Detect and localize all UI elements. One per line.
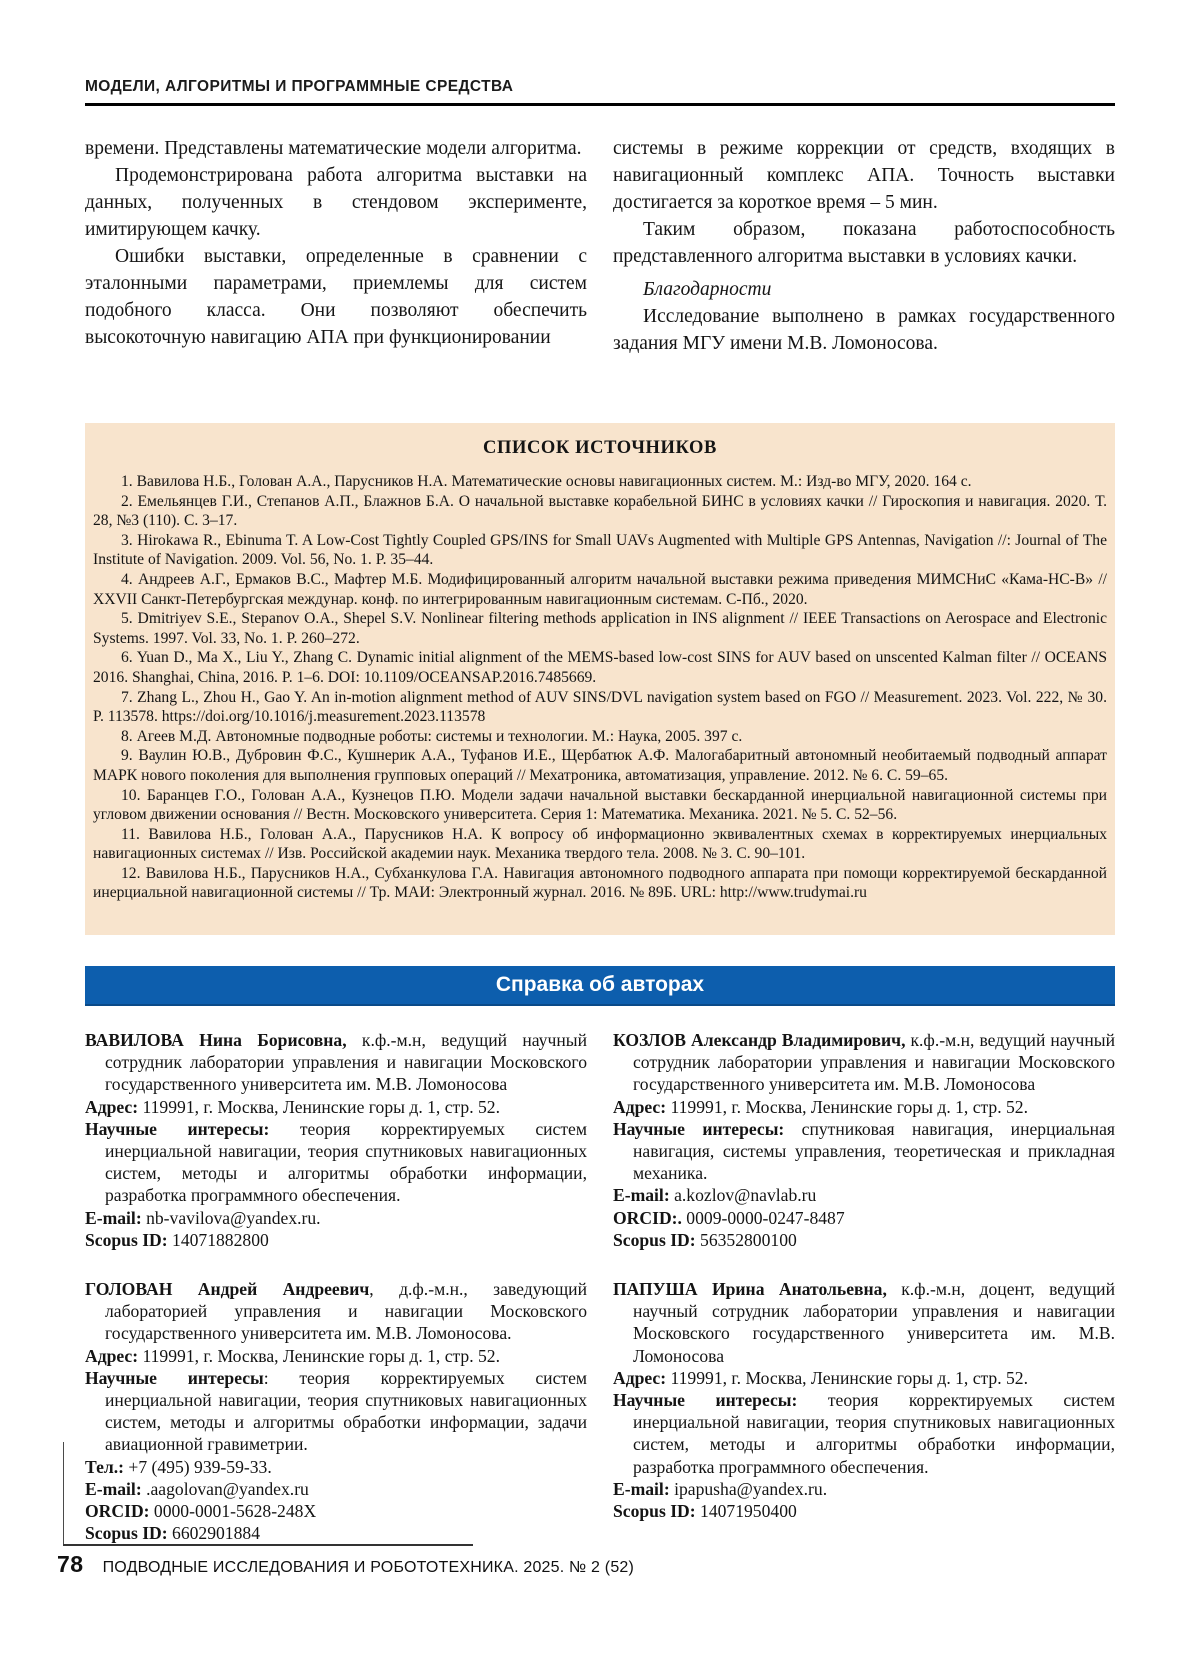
- article-column-right: [613, 135, 1115, 379]
- field-value: теория корректируемых систем инерциальной навигации, теория спутниковых навигационных систем, методы и алгоритмы обработки информации, разработка программного обеспечения.: [105, 1118, 587, 1206]
- reference-item: 7. Zhang L., Zhou H., Gao Y. An in-motion alignment method of AUV SINS/DVL navigation system based on FGO // Measurement. 2023. Vol. 222, № 30. P. 113578. https://doi.org/10.1016/j.measurement.2023.113578: [93, 688, 1107, 726]
- authors-banner-title: Справка об авторах: [495, 973, 705, 996]
- running-head: МОДЕЛИ, АЛГОРИТМЫ И ПРОГРАММНЫЕ СРЕДСТВА: [85, 78, 514, 95]
- author-name: ПАПУША Ирина Анатольевна,: [613, 1279, 887, 1300]
- author-name: ГОЛОВАН Андрей Андреевич: [85, 1279, 370, 1300]
- field-label: Адрес:: [85, 1096, 139, 1117]
- author-field: [85, 1522, 587, 1544]
- journal-name: ПОДВОДНЫЕ ИССЛЕДОВАНИЯ И РОБОТОТЕХНИКА. 2025. № 2 (52): [102, 1559, 635, 1576]
- field-value: 0000-0001-5628-248X: [149, 1501, 317, 1522]
- author-field: [85, 1500, 587, 1522]
- field-value: 119991, г. Москва, Ленинские горы д. 1, стр. 52.: [138, 1096, 501, 1117]
- author-field: [613, 1096, 1115, 1118]
- paragraph: Продемонстрирована работа алгоритма выставки на данных, полученных в стендовом эксперименте, имитирующем качку.: [85, 165, 587, 240]
- author-field: [85, 1345, 587, 1367]
- header-rule: [85, 103, 1115, 106]
- author-field: [613, 1478, 1115, 1500]
- reference-item: 12. Вавилова Н.Б., Парусников Н.А., Субханкулова Г.А. Навигация автономного подводного аппарата при помощи корректируемой бескарданной инерциальной навигационной системы // Тр. МАИ: Электронный журнал. 2016. № 89Б. URL: http://www.trudymai.ru: [93, 864, 1107, 902]
- page-number: 78: [57, 1551, 84, 1577]
- reference-item: 5. Dmitriyev S.E., Stepanov O.A., Shepel S.V. Nonlinear filtering methods application in INS alignment // IEEE Transactions on Aerospace and Electronic Systems. 1997. Vol. 33, No. 1. P. 260–272.: [93, 610, 1107, 647]
- reference-item: 3. Hirokawa R., Ebinuma T. A Low-Cost Tightly Coupled GPS/INS for Small UAVs Augmented with Multiple GPS Antennas, Navigation //: Journal of The Institute of Navigation. 2009. Vol. 56, No. 1. P. 35–44.: [93, 531, 1107, 569]
- end-of-article-rule-vertical: [63, 1442, 64, 1545]
- field-label: Тел.:: [85, 1456, 125, 1477]
- field-value: ipapusha@yandex.ru.: [669, 1478, 828, 1499]
- references-title: СПИСОК ИСТОЧНИКОВ: [483, 438, 717, 458]
- field-label: ORCID:.: [613, 1207, 682, 1228]
- author-name-line: КОЗЛОВ Александр Владимирович, к.ф.-м.н, ведущий научный сотрудник лаборатории управления и навигации Московского государственного университета им. М.В. Ломоносова: [613, 1030, 1115, 1095]
- field-label: Адрес:: [613, 1096, 667, 1117]
- field-value: 0009-0000-0247-8487: [681, 1207, 845, 1228]
- author-field: [613, 1367, 1115, 1389]
- field-value: .aagolovan@yandex.ru: [141, 1478, 309, 1499]
- field-label: Научные интересы:: [613, 1390, 798, 1411]
- page-content: [85, 0, 1115, 1571]
- author-field: [85, 1478, 587, 1500]
- field-label: E-mail:: [85, 1207, 142, 1228]
- author-field: [613, 1389, 1115, 1478]
- author-field: [85, 1118, 587, 1207]
- reference-item: 8. Агеев М.Д. Автономные подводные роботы: системы и технологии. М.: Наука, 2005. 397 с.: [121, 727, 743, 745]
- field-value: : теория корректируемых систем инерциальной навигации, теория спутниковых навигационных систем, методы и алгоритмы обработки информации, задачи авиационной гравиметрии.: [105, 1367, 588, 1455]
- field-label: Scopus ID:: [613, 1501, 696, 1522]
- field-value: 14071950400: [695, 1501, 797, 1522]
- reference-item: 11. Вавилова Н.Б., Голован А.А., Парусников Н.А. К вопросу об информационно эквивалентных схемах в корректируемых инерциальных навигационных системах // Изв. Российской академии наук. Механика твердого тела. 2008. № 3. С. 90–101.: [93, 825, 1107, 863]
- author-field: [85, 1229, 587, 1251]
- acknowledgements-heading: Благодарности: [643, 279, 772, 300]
- paragraph: Таким образом, показана работоспособность представленного алгоритма выставки в условиях качки.: [613, 219, 1115, 267]
- page-footer: [57, 1551, 634, 1578]
- author-entry: [85, 1278, 587, 1544]
- author-name-line: ВАВИЛОВА Нина Борисовна, к.ф.-м.н, ведущий научный сотрудник лаборатории управления и навигации Московского государственного университета им. М.В. Ломоносова: [85, 1030, 587, 1095]
- authors-section: [85, 1029, 1115, 1571]
- paragraph: Ошибки выставки, определенные в сравнении с эталонными параметрами, приемлемы для систем подобного класса. Они позволяют обеспечить высокоточную навигацию АПА при функционировании: [85, 246, 587, 348]
- author-field: [613, 1229, 1115, 1251]
- field-label: Научные интересы: [85, 1367, 264, 1388]
- author-field: [85, 1207, 587, 1229]
- field-value: nb-vavilova@yandex.ru.: [141, 1207, 321, 1228]
- field-value: 119991, г. Москва, Ленинские горы д. 1, стр. 52.: [666, 1096, 1029, 1117]
- author-field: [613, 1118, 1115, 1185]
- acknowledgements-text: Исследование выполнено в рамках государственного задания МГУ имени М.В. Ломоносова.: [613, 306, 1115, 354]
- reference-item: 2. Емельянцев Г.И., Степанов А.П., Блажнов Б.А. О начальной выставке корабельной БИНС в условиях качки // Гироскопия и навигация. 2020. Т. 28, №3 (110). С. 3–17.: [93, 492, 1107, 530]
- field-label: Scopus ID:: [85, 1229, 168, 1250]
- author-field: [85, 1096, 587, 1118]
- author-entry: [613, 1029, 1115, 1251]
- author-field: [85, 1456, 587, 1478]
- field-label: Scopus ID:: [85, 1523, 168, 1544]
- field-label: E-mail:: [85, 1478, 142, 1499]
- field-value: 119991, г. Москва, Ленинские горы д. 1, стр. 52.: [138, 1345, 501, 1366]
- author-name-line: ГОЛОВАН Андрей Андреевич, д.ф.-м.н., заведующий лабораторией управления и навигации Московского государственного университета им. М.В. Ломоносова.: [85, 1279, 587, 1344]
- author-name: ВАВИЛОВА Нина Борисовна,: [85, 1030, 347, 1050]
- author-entry: [613, 1278, 1115, 1522]
- field-value: 119991, г. Москва, Ленинские горы д. 1, стр. 52.: [666, 1367, 1029, 1388]
- field-value: +7 (495) 939-59-33.: [124, 1456, 272, 1477]
- author-field: [613, 1500, 1115, 1522]
- field-value: спутниковая навигация, инерциальная навигация, системы управления, теоретическая и прикладная механика.: [633, 1118, 1115, 1184]
- field-label: ORCID:: [85, 1501, 150, 1522]
- reference-item: 6. Yuan D., Ma X., Liu Y., Zhang C. Dynamic initial alignment of the MEMS-based low-cost SINS for AUV based on unscented Kalman filter // OCEANS 2016. Shanghai, China, 2016. P. 1–6. DOI: 10.1109/OCEANSAP.2016.7485669.: [93, 649, 1107, 686]
- article-body: [85, 135, 1115, 379]
- paragraph: системы в режиме коррекции от средств, входящих в навигационный комплекс АПА. Точность выставки достигается за короткое время – 5 мин.: [613, 138, 1115, 213]
- field-value: a.kozlov@navlab.ru: [669, 1185, 817, 1206]
- paragraph: времени. Представлены математические модели алгоритма.: [85, 138, 582, 159]
- reference-item: 9. Ваулин Ю.В., Дубровин Ф.С., Кушнерик А.А., Туфанов И.Е., Щербатюк А.Ф. Малогабаритный автономный необитаемый подводный аппарат МАРК нового поколения для выполнения групповых операций // Мехатроника, автоматизация, управление. 2012. № 6. С. 59–65.: [93, 747, 1107, 784]
- reference-item: 10. Баранцев Г.О., Голован А.А., Кузнецов П.Ю. Модели задачи начальной выставки бескарданной инерциальной навигационной системы при угловом движении основания // Вестн. Московского университета. Серия 1: Математика. Механика. 2021. № 5. С. 52–56.: [93, 786, 1107, 824]
- authors-banner: [85, 966, 1115, 1006]
- article-column-left: [85, 135, 587, 379]
- field-label: Научные интересы:: [85, 1118, 270, 1139]
- reference-item: 4. Андреев А.Г., Ермаков В.С., Мафтер М.Б. Модифицированный алгоритм начальной выставки режима приведения МИМСНиС «Кама-НС-В» // XXVII Санкт-Петербургская междунар. конф. по интегрированным навигационным системам. С-Пб., 2020.: [93, 570, 1107, 608]
- field-value: 14071882800: [167, 1229, 269, 1250]
- field-label: Scopus ID:: [613, 1229, 696, 1250]
- author-name-line: ПАПУША Ирина Анатольевна, к.ф.-м.н, доцент, ведущий научный сотрудник лаборатории управления и навигации Московского государственного университета им. М.В. Ломоносова: [613, 1279, 1115, 1366]
- field-label: Научные интересы:: [613, 1118, 785, 1139]
- field-value: 56352800100: [695, 1229, 797, 1250]
- authors-column-left: [85, 1029, 587, 1571]
- field-label: E-mail:: [613, 1185, 670, 1206]
- author-entry: [85, 1029, 587, 1251]
- field-label: Адрес:: [613, 1367, 667, 1388]
- field-label: E-mail:: [613, 1478, 670, 1499]
- author-field: [613, 1207, 1115, 1229]
- field-value: 6602901884: [167, 1523, 260, 1544]
- end-of-article-rule-horizontal: [63, 1544, 473, 1546]
- author-name: КОЗЛОВ Александр Владимирович,: [613, 1030, 906, 1050]
- reference-item: 1. Вавилова Н.Б., Голован А.А., Парусников Н.А. Математические основы навигационных систем. М.: Изд-во МГУ, 2020. 164 с.: [121, 473, 972, 490]
- author-field: [613, 1184, 1115, 1206]
- field-label: Адрес:: [85, 1345, 139, 1366]
- references-box: [85, 423, 1115, 935]
- authors-column-right: [613, 1029, 1115, 1571]
- author-field: [85, 1367, 587, 1456]
- field-value: теория корректируемых систем инерциальной навигации, теория спутниковых навигационных систем, методы и алгоритмы обработки информации, разработка программного обеспечения.: [633, 1390, 1115, 1477]
